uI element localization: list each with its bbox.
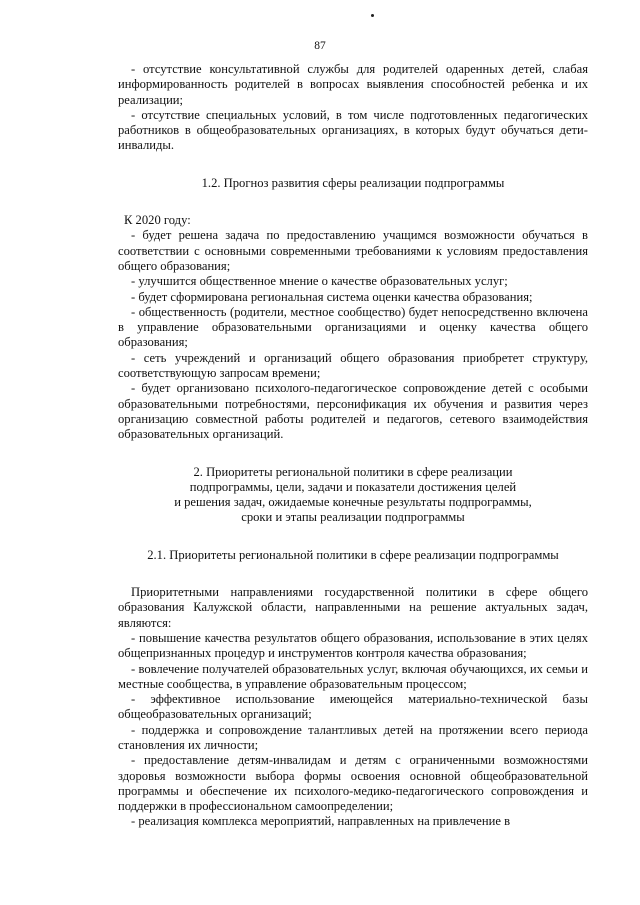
section-1-2-item: - улучшится общественное мнение о качестве образовательных услуг; — [131, 274, 508, 289]
intro-paragraph-1: - отсутствие консультативной службы для родителей одаренных детей, слабая информированность родителей в вопросах выявления способностей ребенка и их реализации; — [118, 62, 588, 107]
section-2-heading-line-2: подпрограммы, цели, задачи и показатели достижения целей — [189, 479, 517, 494]
section-2-heading-line-1: 2. Приоритеты региональной политики в сфере реализации — [193, 464, 513, 479]
section-1-2-heading: 1.2. Прогноз развития сферы реализации подпрограммы — [201, 175, 505, 190]
document-body — [118, 62, 588, 830]
section-1-2-lead: К 2020 году: — [124, 213, 191, 228]
section-2-heading-line-3: и решения задач, ожидаемые конечные результаты подпрограммы, — [174, 495, 532, 510]
section-2-1-item: - вовлечение получателей образовательных услуг, включая обучающихся, их семьи и местные сообщества, в управление образовательным процессом; — [118, 661, 588, 691]
section-2-1-lead: Приоритетными направлениями государственной политики в сфере общего образования Калужской области, направленными на решение актуальных задач, являются: — [118, 585, 588, 630]
section-2-heading-line-4: сроки и этапы реализации подпрограммы — [241, 510, 465, 525]
page-number: 87 — [314, 40, 326, 52]
section-2-1-item: - предоставление детям-инвалидам и детям с ограниченными возможностями здоровья возможности выбора формы освоения основной общеобразовательной программы и обеспечение их психолого-медико-педагогического сопровождения и поддержки в профессиональном самоопределении; — [118, 753, 588, 814]
section-1-2-item: - будет организовано психолого-педагогическое сопровождение детей с особыми образовательными потребностями, персонификация их обучения и развития через организацию совместной работы родителей и педагогов, сетевого взаимодействия образовательных организаций. — [118, 381, 588, 442]
section-1-2-item: - будет решена задача по предоставлению учащимся возможности обучаться в соответствии с основными современными требованиями к условиям предоставления общего образования; — [118, 228, 588, 273]
section-2-1-item: - эффективное использование имеющейся материально-технической базы общеобразовательных организаций; — [118, 692, 588, 722]
section-2-1-item: - повышение качества результатов общего образования, использование в этих целях общепризнанных процедур и инструментов контроля качества образования; — [118, 630, 588, 661]
section-2-1-heading: 2.1. Приоритеты региональной политики в сфере реализации подпрограммы — [147, 547, 559, 562]
section-1-2-item: - общественность (родители, местное сообщество) будет непосредственно включена в управление образовательными организациями и оценку качества общего образования; — [118, 304, 588, 350]
section-1-2-item: - сеть учреждений и организаций общего образования приобретет структуру, соответствующую запросам времени; — [118, 350, 588, 381]
intro-paragraph-2: - отсутствие специальных условий, в том числе подготовленных педагогических работников в общеобразовательных организациях, в которых будут обучаться дети-инвалиды. — [118, 107, 588, 153]
section-2-1-item: - поддержка и сопровождение талантливых детей на протяжении всего периода становления их личности; — [118, 722, 588, 752]
section-2-1-item: - реализация комплекса мероприятий, направленных на привлечение в — [131, 814, 511, 829]
section-1-2-item: - будет сформирована региональная система оценки качества образования; — [131, 289, 533, 304]
scan-dot-mark — [371, 14, 374, 17]
